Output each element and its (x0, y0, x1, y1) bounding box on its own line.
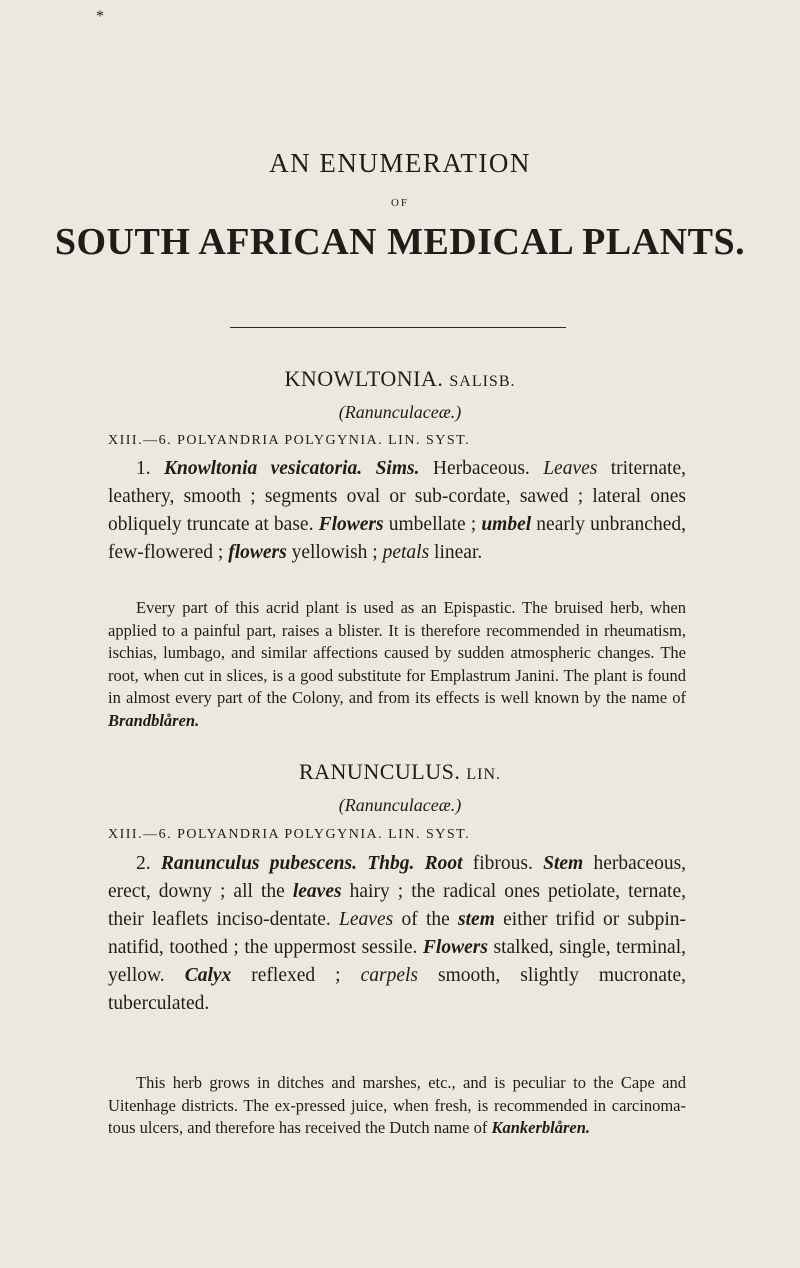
genus-name: RANUNCULUS. (298, 759, 461, 784)
title-line-1: AN ENUMERATION (269, 148, 531, 178)
vernacular-name: Brandblåren. (108, 710, 200, 730)
uses-paragraph-1: Every part of this acrid plant is used as an Epispastic. The bruised herb, when applied to a painful part, raises a blister. It is therefore recommended in rheumatism, ischias, lumbago, and similar affections caused by sudden atmospheric changes. The root, when cut in slices, is a good substitute for Emplastrum Janini. The plant is found in almost every part of the Colony, and from its effects is well known by the name of Brandblåren. (108, 598, 686, 730)
genus-heading-2 (0, 759, 800, 785)
vernacular-name: Kankerblåren. (491, 1118, 591, 1137)
family-name: Ranunculaceæ. (344, 795, 456, 815)
system-line-1: XIII.—6. POLYANDRIA POLYGYNIA. LIN. SYST. (108, 433, 471, 448)
printer-mark: * (96, 8, 104, 25)
title-rule (230, 327, 566, 328)
species-description-1: 1. Knowltonia vesicatoria. Sims. Herbaceous. Leaves triternate, leathery, smooth ; segments oval or sub-cordate, sawed ; lateral ones obliquely truncate at base. Flowers umbellate ; umbel nearly unbranched, few-flowered ; flowers yellowish ; petals linear. (108, 458, 686, 563)
genus-author: SALISB. (449, 373, 516, 390)
family-name: Ranunculaceæ. (344, 402, 456, 422)
family-2: (Ranunculaceæ.) (338, 795, 462, 815)
species-name: Ranunculus pubescens. Thbg. (160, 853, 415, 874)
title-line-3: SOUTH AFRICAN MEDICAL PLANTS. (54, 221, 746, 263)
species-name: Knowltonia vesicatoria. Sims. (164, 458, 420, 479)
genus-name: KNOWLTONIA. (284, 366, 444, 391)
system-line-2: XIII.—6. POLYANDRIA POLYGYNIA. LIN. SYST. (108, 827, 471, 842)
genus-heading-1 (0, 366, 800, 392)
family-1: (Ranunculaceæ.) (338, 402, 462, 422)
genus-author: LIN. (466, 766, 501, 783)
uses-paragraph-2: This herb grows in ditches and marshes, etc., and is peculiar to the Cape and Uitenhage districts. The ex-pressed juice, when fresh, is recommended in carcinoma-tous ulcers, and therefore has received the Dutch name of Kankerblåren. (108, 1073, 686, 1137)
title-line-2: OF (390, 197, 410, 209)
species-description-2: 2. Ranunculus pubescens. Thbg. Root fibrous. Stem herbaceous, erect, downy ; all the leaves hairy ; the radical ones petiolate, ternate, their leaflets inciso-dentate. Leaves of the stem either trifid or subpin-natifid, toothed ; the uppermost sessile. Flowers stalked, single, terminal, yellow. Calyx reflexed ; carpels smooth, slightly mucronate, tuberculated. (108, 853, 687, 1014)
